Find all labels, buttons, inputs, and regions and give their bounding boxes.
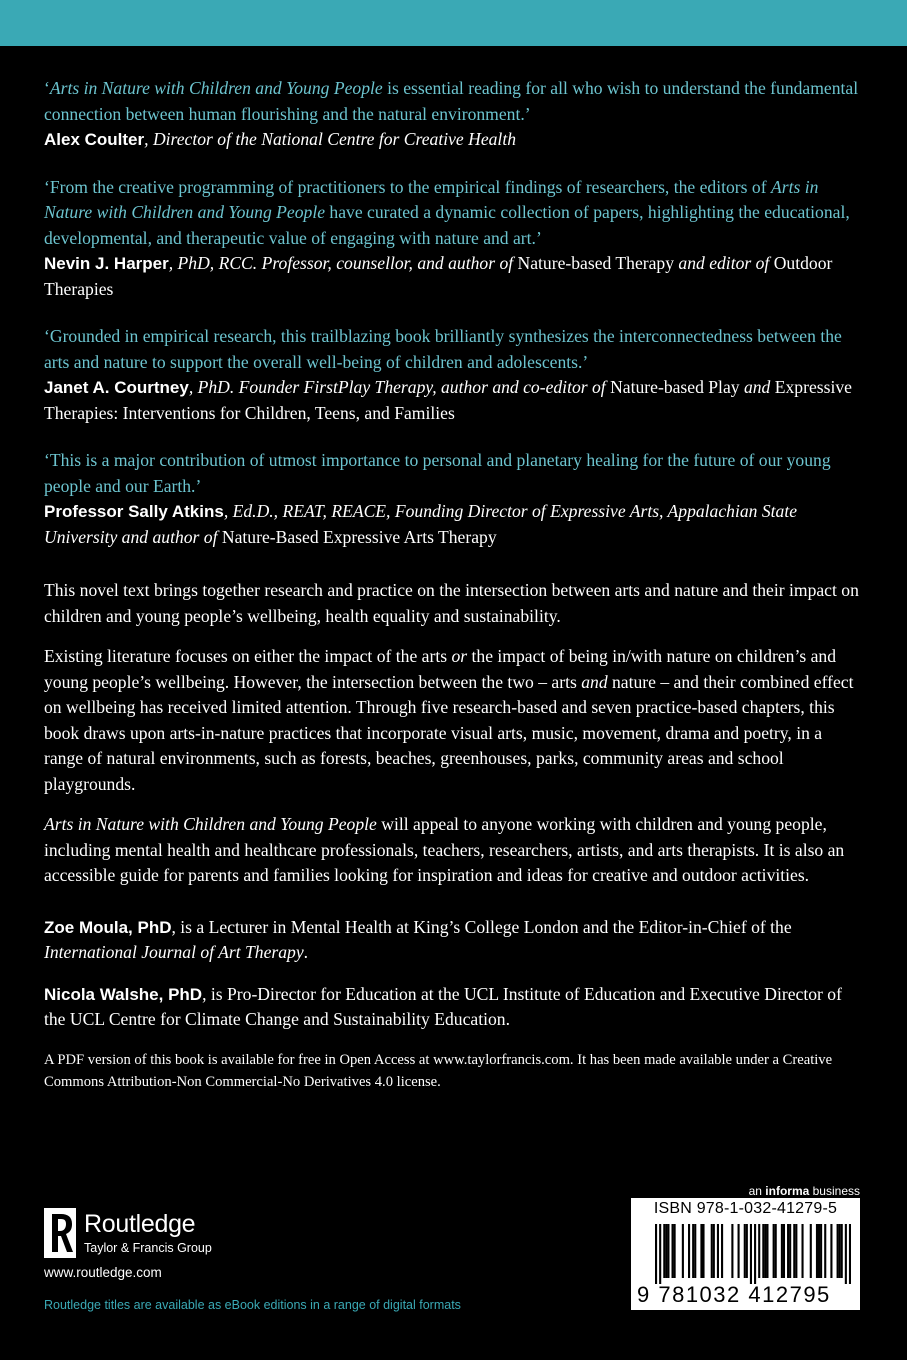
barcode-bar (688, 1224, 690, 1278)
endorsement-quote (44, 448, 864, 550)
text-run: Expressive Therapies: Interventions for Children, Teens, and Families (44, 377, 852, 423)
barcode-bar (824, 1224, 826, 1278)
text-run: have curated a dynamic collection of papers, highlighting the educational, developmental, and therapeutic value of engaging with nature and art.’ (44, 202, 850, 248)
endorsement-quote (44, 324, 864, 426)
publisher-group: Taylor & Francis Group (84, 1241, 212, 1255)
italic-run: Arts in Nature with Children and Young People (44, 814, 377, 834)
quote-attribution (44, 375, 864, 426)
italic-run: and (739, 377, 775, 397)
text-run: Outdoor Therapies (44, 253, 833, 299)
barcode-bar (841, 1224, 843, 1278)
barcode-bar (754, 1224, 756, 1284)
barcode-bar (801, 1224, 803, 1278)
editor-bio (44, 982, 864, 1033)
quote-text (44, 175, 864, 252)
barcode-bar (758, 1224, 760, 1278)
barcode-bar (672, 1224, 674, 1278)
quote-author: Nevin J. Harper (44, 254, 169, 273)
barcode-bar (659, 1224, 661, 1284)
barcode-bar (717, 1224, 719, 1278)
quote-attribution (44, 251, 864, 302)
publisher-name: Routledge (84, 1210, 196, 1238)
barcode-bar (667, 1224, 669, 1278)
text-run: ‘Grounded in empirical research, this trailblazing book brilliantly synthesizes the interconnectedness between the arts and nature to support the overall well-being of children and adolescents.’ (44, 326, 842, 372)
barcode-bar (787, 1224, 789, 1278)
italic-run: , Director of the National Centre for Creative Health (144, 129, 517, 149)
barcode-bar (711, 1224, 713, 1278)
barcode-bar (818, 1224, 820, 1278)
informa-business: an informa business (748, 1184, 860, 1198)
quote-attribution (44, 499, 864, 550)
description-paragraph (44, 578, 864, 629)
text-run: This novel text brings together research and practice on the intersection between arts and nature and their impact on children and young people’s wellbeing, health equality and sustainability. (44, 580, 859, 626)
text-run: , is a Lecturer in Mental Health at King’s College London and the Editor-in-Chief of the (171, 916, 792, 937)
barcode-bar (750, 1224, 752, 1284)
quote-text (44, 324, 864, 375)
italic-run: International Journal of Art Therapy (44, 942, 304, 962)
editor-bios (44, 915, 864, 1033)
barcode-bar (766, 1224, 768, 1278)
ebook-note: Routledge titles are available as eBook editions in a range of digital formats (44, 1298, 461, 1312)
text-run: , is Pro-Director for Education at the UCL Institute of Education and Executive Director of the UCL Centre for Climate Change and Sustainability Education. (44, 983, 842, 1029)
barcode-bar (775, 1224, 777, 1278)
italic-run: , PhD. Founder FirstPlay Therapy, author and co-editor of (188, 377, 611, 397)
barcode-bar (783, 1224, 785, 1278)
barcode-bar (793, 1224, 795, 1278)
barcode-bar (830, 1224, 832, 1278)
text-run: ‘From the creative programming of practitioners to the empirical findings of researchers, the editors of (44, 176, 771, 197)
italic-run: and editor of (674, 253, 774, 273)
italic-run: , PhD, RCC. Professor, counsellor, and author of (168, 253, 518, 273)
barcode-bar (663, 1224, 665, 1278)
quote-text (44, 448, 864, 499)
routledge-logo (44, 1208, 264, 1260)
italic-run: Arts in Nature with Children and Young People (44, 176, 819, 222)
barcode-bar (795, 1224, 797, 1278)
barcode-bar (746, 1224, 748, 1278)
barcode-bar (845, 1224, 847, 1284)
barcode-bar (731, 1224, 733, 1278)
barcode-bar (744, 1224, 746, 1278)
quote-text (44, 76, 864, 127)
description-paragraph (44, 644, 864, 797)
barcode-bar (839, 1224, 841, 1278)
text-run: ‘This is a major contribution of utmost importance to personal and planetary healing for the future of our young people and our Earth.’ (44, 450, 831, 496)
routledge-logo-icon (44, 1208, 76, 1258)
endorsement-quote (44, 76, 864, 153)
barcode-bar (721, 1224, 723, 1278)
back-cover-content (44, 76, 864, 1093)
text-run: is essential reading for all who wish to understand the fundamental connection between human flourishing and the natural environment.’ (44, 78, 859, 124)
barcode-bar (764, 1224, 766, 1278)
editor-name: Zoe Moula, PhD (44, 917, 172, 937)
editor-bio (44, 915, 864, 966)
top-accent-bar (0, 0, 907, 46)
publisher-website: www.routledge.com (44, 1265, 162, 1280)
barcode-bar (789, 1224, 791, 1278)
barcode-bar (702, 1224, 704, 1278)
barcode-bar (820, 1224, 822, 1278)
description-paragraph (44, 812, 864, 889)
text-run: Existing literature focuses on either the impact of the arts (44, 646, 452, 666)
text-run: . (303, 942, 309, 962)
barcode-bar (738, 1224, 740, 1278)
barcode-bar (682, 1224, 684, 1278)
barcode-bar (655, 1224, 657, 1284)
barcode-bar (665, 1224, 667, 1278)
text-run: the impact of being in/with nature on children’s and young people’s wellbeing. However, the intersection between the two – arts (44, 646, 837, 692)
text-run: Nature-based Play (610, 377, 740, 397)
barcode-bar (849, 1224, 851, 1284)
endorsement-quote (44, 175, 864, 303)
barcode-bar (773, 1224, 775, 1278)
editor-name: Nicola Walshe, PhD (44, 984, 203, 1004)
barcode-bar (674, 1224, 676, 1278)
barcode-bars (655, 1224, 851, 1284)
barcode-bar (810, 1224, 812, 1278)
quote-author: Professor Sally Atkins (44, 502, 224, 521)
quote-author: Alex Coulter (44, 130, 145, 149)
text-run: Nature-Based Expressive Arts Therapy (221, 526, 497, 547)
barcode-bar (713, 1224, 715, 1278)
italic-run: or (451, 646, 468, 666)
text-run: will appeal to anyone working with children and young people, including mental health and healthcare professionals, teachers, researchers, artists, and arts therapists. It is also an accessible guide for parents and families looking for inspiration and ideas for creative and outdoor activities. (44, 814, 845, 885)
barcode-bar (762, 1224, 764, 1278)
barcode-bar (700, 1224, 702, 1278)
barcode-bar (694, 1224, 696, 1278)
isbn-label: ISBN 978-1-032-41279-5 (653, 1200, 838, 1217)
endorsements (44, 76, 864, 550)
barcode-bar (816, 1224, 818, 1278)
text-run: ‘ (44, 78, 50, 98)
italic-run: Arts in Nature with Children and Young People (49, 78, 383, 98)
book-description (44, 578, 864, 889)
open-access-note: A PDF version of this book is available for free in Open Access at www.taylorfrancis.com. It has been made available under a Creative Commons Attribution-Non Commercial-No Derivatives 4.0 license. (44, 1051, 833, 1090)
italic-run: and (581, 671, 608, 692)
italic-run: , Ed.D., REAT, REACE, Founding Director of Expressive Arts, Appalachian State University and author of (44, 501, 798, 547)
barcode-digits: 9 781032 412795 (637, 1282, 831, 1307)
isbn-barcode (631, 1198, 860, 1310)
text-run: Nature-based Therapy (517, 253, 675, 273)
barcode-bar (692, 1224, 694, 1278)
barcode-bar (781, 1224, 783, 1278)
barcode-bar (837, 1224, 839, 1278)
quote-author: Janet A. Courtney (44, 378, 189, 397)
text-run: nature – and their combined effect on wellbeing has received limited attention. Through five research-based and seven practice-based chapters, this book draws upon arts-in-nature practices that incorporate visual arts, music, movement, drama and poetry, in a range of natural environments, such as forests, beaches, greenhouses, parks, community areas and school playgrounds. (44, 671, 854, 794)
quote-attribution (44, 127, 864, 153)
